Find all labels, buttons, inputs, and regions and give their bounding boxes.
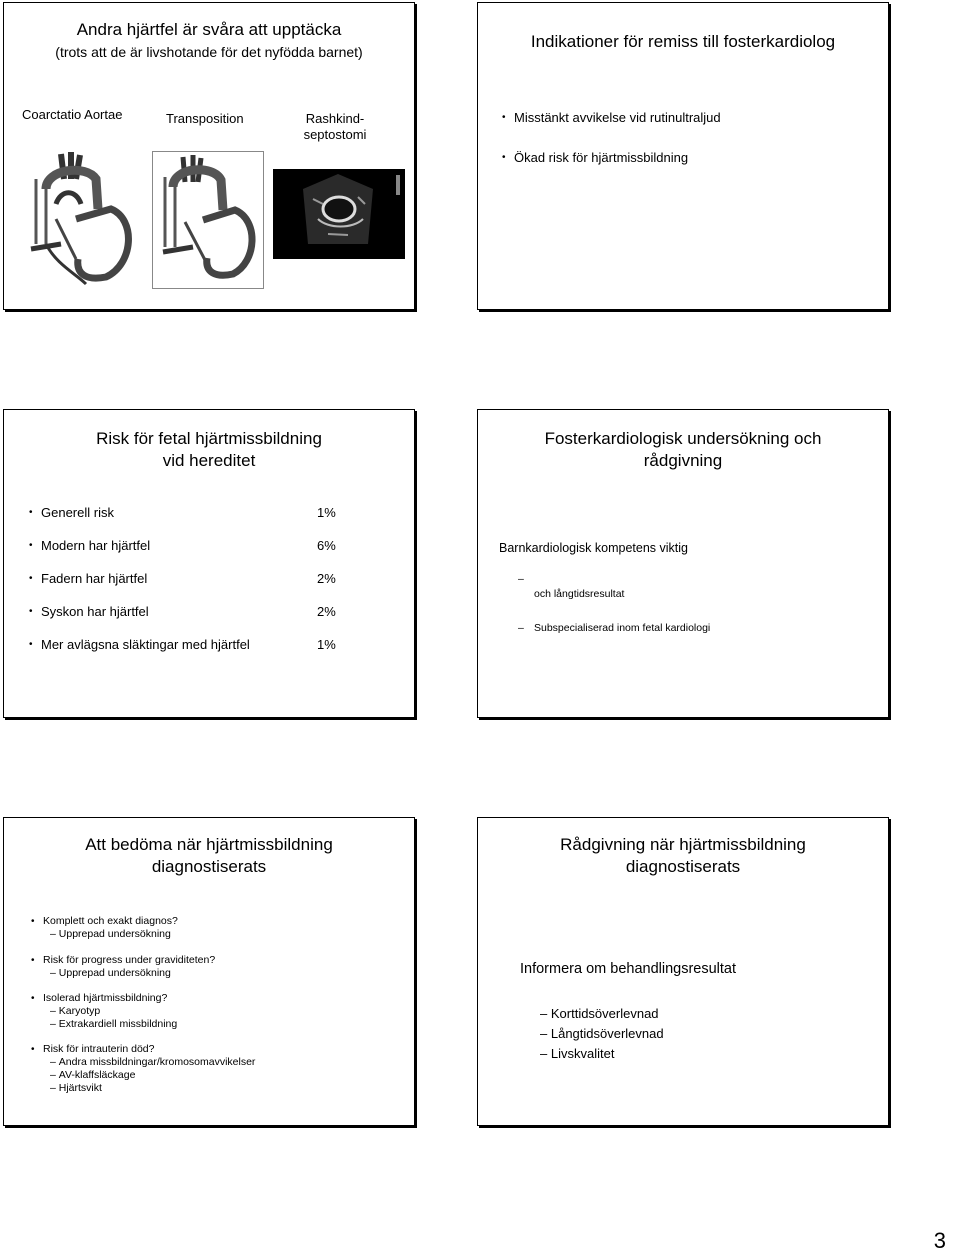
bullet-icon: •	[31, 992, 35, 1004]
bullet-icon: •	[502, 152, 506, 163]
sub-text: Karyotyp	[58, 1005, 101, 1017]
bullet-text: Risk för progress under graviditeten?	[43, 954, 216, 966]
risk-label: Mer avlägsna släktingar med hjärtfel	[41, 637, 250, 652]
bullet-item	[502, 150, 688, 165]
heart-diagram-coarctation	[16, 149, 141, 289]
sub-text: Upprepad undersökning	[58, 928, 171, 940]
risk-value: 2%	[317, 571, 336, 586]
dash-icon: –	[50, 1056, 56, 1068]
bullet-icon: •	[31, 954, 35, 966]
bullet-text: Risk för intrauterin död?	[43, 1043, 155, 1055]
risk-label: Syskon har hjärtfel	[41, 604, 149, 619]
slide-assessment	[3, 817, 415, 1126]
bullet-text: Ökad risk för hjärtmissbildning	[514, 150, 689, 165]
sub-item	[50, 1082, 102, 1094]
bullet-icon: •	[29, 639, 33, 650]
bullet-item	[31, 954, 215, 966]
slide-title-line1: Andra hjärtfel är svåra att upptäcka	[76, 20, 342, 39]
risk-row	[29, 505, 114, 520]
slide-title-line2: diagnostiserats	[625, 857, 741, 876]
sub-item	[540, 1026, 664, 1041]
page-number: 3	[933, 1228, 946, 1253]
slide-title-line1: Risk för fetal hjärtmissbildning	[96, 429, 322, 448]
slide-title-line2: (trots att de är livshotande för det nyfödda barnet)	[55, 44, 363, 60]
sub-item	[50, 967, 171, 979]
slide-heart-defects	[3, 2, 415, 310]
heart-diagram-transposition	[152, 151, 264, 289]
bullet-item	[31, 992, 167, 1004]
label-rashkind	[302, 111, 368, 143]
bullet-icon: •	[29, 606, 33, 617]
dash-icon: –	[50, 1005, 56, 1017]
label-coarctatio: Coarctatio Aortae	[22, 107, 123, 122]
bullet-item	[31, 915, 178, 927]
slide-title: Indikationer för remiss till fosterkardiolog	[530, 32, 836, 51]
dash-icon: –	[50, 1069, 56, 1081]
risk-value: 1%	[317, 505, 336, 520]
dash-icon: –	[50, 928, 56, 940]
bullet-icon: •	[31, 1043, 35, 1055]
bullet-item	[31, 1043, 154, 1055]
sub-item	[540, 1006, 659, 1021]
dash-icon: –	[540, 1006, 548, 1021]
dash-icon: –	[518, 573, 524, 585]
bullet-text: Isolerad hjärtmissbildning?	[43, 992, 168, 1004]
main-point: Barnkardiologisk kompetens viktig	[499, 541, 688, 555]
bullet-icon: •	[29, 540, 33, 551]
risk-row	[29, 571, 147, 586]
risk-row	[29, 604, 149, 619]
bullet-text: Komplett och exakt diagnos?	[43, 915, 178, 927]
bullet-icon: •	[29, 507, 33, 518]
sub-text: AV-klaffsläckage	[58, 1069, 136, 1081]
risk-row	[29, 538, 150, 553]
label-transposition: Transposition	[166, 111, 244, 126]
sub-item	[50, 928, 171, 940]
sub-text: Hjärtsvikt	[58, 1082, 102, 1094]
dash-icon: –	[50, 1082, 56, 1094]
slide-title-line2: vid hereditet	[162, 451, 256, 470]
sub-point: Subspecialiserad inom fetal kardiologi	[534, 622, 711, 634]
slide-title-line1: Rådgivning när hjärtmissbildning	[560, 835, 806, 854]
slide-title-line1: Att bedöma när hjärtmissbildning	[85, 835, 333, 854]
slide-title-line1: Fosterkardiologisk undersökning och	[544, 429, 822, 448]
slide-title-line2: diagnostiserats	[151, 857, 267, 876]
sub-item	[50, 1056, 255, 1068]
bullet-icon: •	[31, 915, 35, 927]
slide-counseling	[477, 817, 889, 1126]
sub-point: och långtidsresultat	[534, 588, 625, 600]
slide-title-line2: rådgivning	[643, 451, 723, 470]
dash-icon: –	[540, 1046, 548, 1061]
bullet-icon: •	[502, 112, 506, 123]
risk-label: Fadern har hjärtfel	[41, 571, 148, 586]
sub-item	[50, 1069, 135, 1081]
sub-text: Upprepad undersökning	[58, 967, 171, 979]
sub-text: Korttidsöverlevnad	[550, 1006, 659, 1021]
sub-text: Långtidsöverlevnad	[550, 1026, 664, 1041]
dash-icon: –	[50, 967, 56, 979]
risk-value: 2%	[317, 604, 336, 619]
slide-hereditary-risk	[3, 409, 415, 718]
bullet-item	[502, 110, 721, 125]
sub-item	[540, 1046, 614, 1061]
risk-value: 1%	[317, 637, 336, 652]
slide-fetal-cardiology-exam	[477, 409, 889, 718]
label-rashkind-2: septostomi	[303, 127, 367, 142]
sub-item	[50, 1018, 177, 1030]
main-point: Informera om behandlingsresultat	[520, 961, 737, 977]
sub-text: Extrakardiell missbildning	[58, 1018, 178, 1030]
risk-label: Modern har hjärtfel	[41, 538, 151, 553]
risk-row	[29, 637, 250, 652]
label-rashkind-1: Rashkind-	[305, 111, 365, 126]
risk-value: 6%	[317, 538, 336, 553]
ultrasound-image	[273, 169, 405, 259]
bullet-icon: •	[29, 573, 33, 584]
dash-icon: –	[540, 1026, 548, 1041]
dash-icon: –	[50, 1018, 56, 1030]
slide-referral-indications	[477, 2, 889, 310]
sub-text: Andra missbildningar/kromosomavvikelser	[58, 1056, 256, 1068]
dash-icon: –	[518, 622, 524, 634]
sub-text: Livskvalitet	[550, 1046, 615, 1061]
sub-item	[50, 1005, 100, 1017]
bullet-text: Misstänkt avvikelse vid rutinultraljud	[514, 110, 721, 125]
risk-label: Generell risk	[41, 505, 114, 520]
